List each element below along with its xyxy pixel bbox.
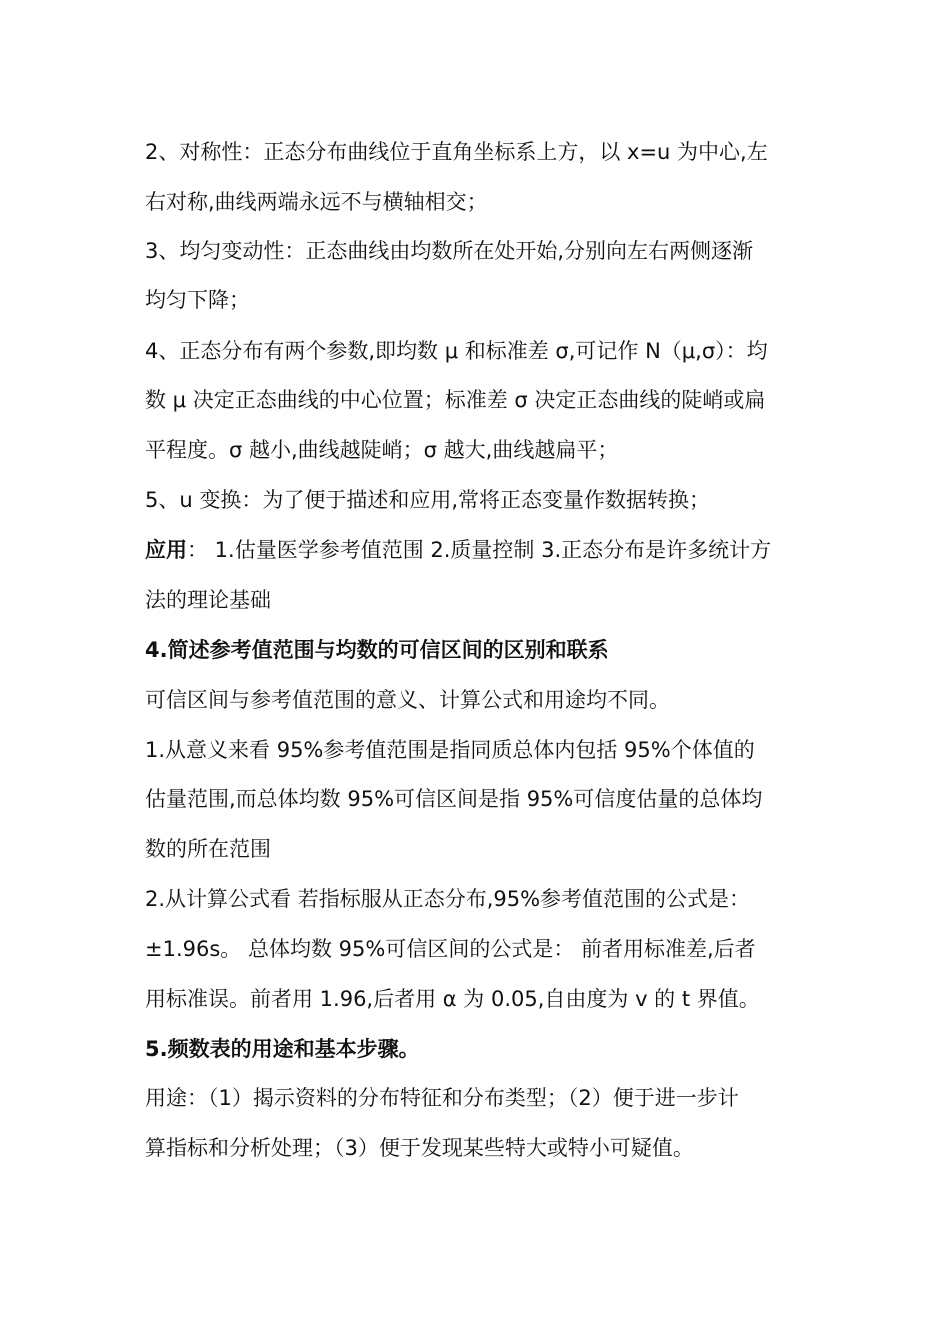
paragraph-line: 算指标和分析处理；（3）便于发现某些特大或特小可疑值。 — [145, 1136, 694, 1160]
section-heading: 5.频数表的用途和基本步骤。 — [145, 1037, 420, 1061]
paragraph-line: 3、均匀变动性：正态曲线由均数所在处开始,分别向左右两侧逐渐 — [145, 239, 754, 263]
paragraph-line: 2、对称性：正态分布曲线位于直角坐标系上方，以 x=u 为中心,左 — [145, 140, 768, 164]
paragraph-line: 1.从意义来看 95%参考值范围是指同质总体内包括 95%个体值的 — [145, 738, 755, 762]
paragraph-line: 用标准误。前者用 1.96,后者用 α 为 0.05,自由度为 v 的 t 界值。 — [145, 987, 760, 1011]
paragraph-line: 数 μ 决定正态曲线的中心位置；标准差 σ 决定正态曲线的陡峭或扁 — [145, 388, 766, 412]
paragraph-line: 用途：（1）揭示资料的分布特征和分布类型；（2）便于进一步计 — [145, 1086, 739, 1110]
section-heading: 4.简述参考值范围与均数的可信区间的区别和联系 — [145, 638, 609, 662]
paragraph-line: 均匀下降； — [145, 288, 250, 312]
application-label: 应用 — [145, 538, 187, 562]
paragraph-line: 法的理论基础 — [145, 588, 271, 612]
application-line — [145, 536, 810, 564]
paragraph-line: ±1.96s。 总体均数 95%可信区间的公式是： 前者用标准差,后者 — [145, 937, 756, 961]
paragraph-line: 4、正态分布有两个参数,即均数 μ 和标准差 σ,可记作 N（μ,σ）：均 — [145, 339, 768, 363]
application-text: ： 1.估量医学参考值范围 2.质量控制 3.正态分布是许多统计方 — [187, 538, 772, 562]
paragraph-line: 数的所在范围 — [145, 837, 271, 861]
paragraph-line: 可信区间与参考值范围的意义、计算公式和用途均不同。 — [145, 688, 670, 712]
paragraph-line: 5、u 变换：为了便于描述和应用,常将正态变量作数据转换； — [145, 488, 711, 512]
paragraph-line: 平程度。σ 越小,曲线越陡峭；σ 越大,曲线越扁平； — [145, 438, 619, 462]
paragraph-line: 右对称,曲线两端永远不与横轴相交； — [145, 190, 488, 214]
paragraph-line: 估量范围,而总体均数 95%可信区间是指 95%可信度估量的总体均 — [145, 787, 763, 811]
paragraph-line: 2.从计算公式看 若指标服从正态分布,95%参考值范围的公式是： — [145, 887, 751, 911]
